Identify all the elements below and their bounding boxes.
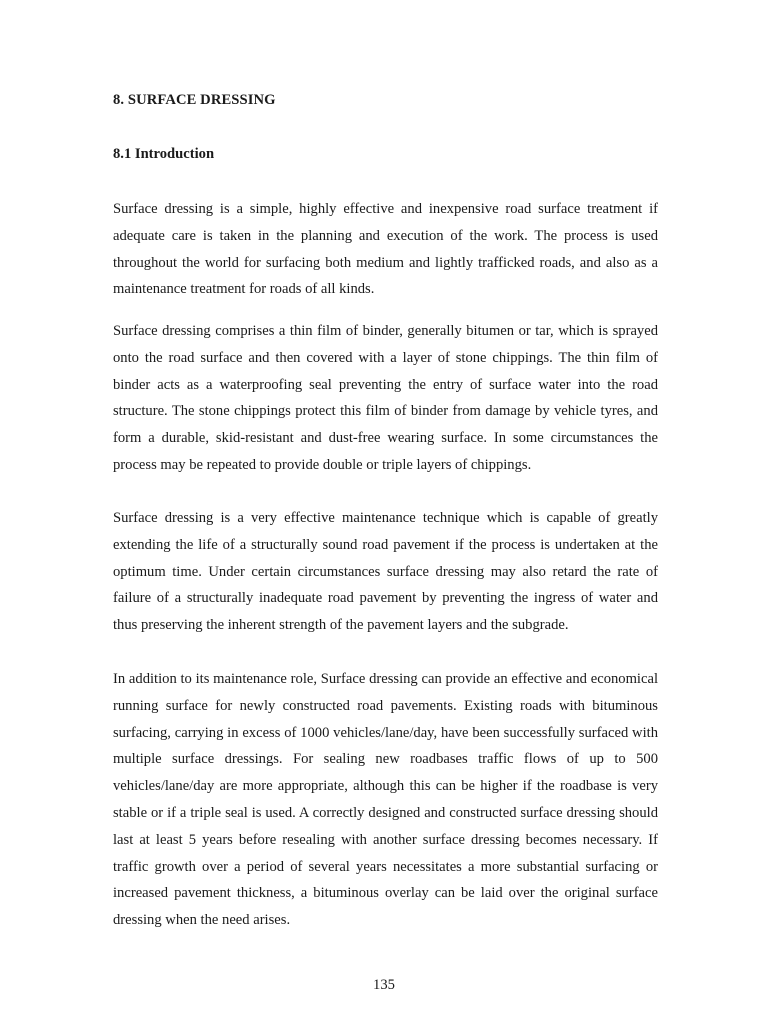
paragraph-intro: Surface dressing is a simple, highly effective and inexpensive road surface treatment if adequate care is taken in the planning and execution of the work. The process is used throughout the world for surfacing both medium and lightly trafficked roads, and also as a maintenance treatment for roads of all kinds. [113,201,658,298]
chapter-title: 8. SURFACE DRESSING [113,92,276,108]
paragraph-maintenance: Surface dressing is a very effective maintenance technique which is capable of greatly extending the life of a structurally sound road pavement if the process is undertaken at the optimum time. Under certain circumstances surface dressing may also retard the rate of failure of a structurally inadequate road pavement by preventing the ingress of water and thus preserving the inherent strength of the pavement layers and the subgrade. [113,510,658,634]
section-title: 8.1 Introduction [113,146,215,162]
paragraph-new-construction: In addition to its maintenance role, Surface dressing can provide an effective and economical running surface for newly constructed road pavements. Existing roads with bituminous surfacing, carrying in excess of 1000 vehicles/lane/day, have been successfully surfaced with multiple surface dressings. For sealing new roadbases traffic flows of up to 500 vehicles/lane/day are more appropriate, although this can be higher if the roadbase is very stable or if a triple seal is used. A correctly designed and constructed surface dressing should last at least 5 years before resealing with another surface dressing becomes necessary. If traffic growth over a period of several years necessitates a more substantial surfacing or increased pavement thickness, a bituminous overlay can be laid over the original surface dressing when the need arises. [113,671,658,929]
paragraph-composition: Surface dressing comprises a thin film of binder, generally bitumen or tar, which is sprayed onto the road surface and then covered with a layer of stone chippings. The thin film of binder acts as a waterproofing seal preventing the entry of surface water into the road structure. The stone chippings protect this film of binder from damage by vehicle tyres, and form a durable, skid-resistant and dust-free wearing surface. In some circumstances the process may be repeated to provide double or triple layers of chippings. [113,323,658,473]
page-number: 135 [373,977,395,993]
